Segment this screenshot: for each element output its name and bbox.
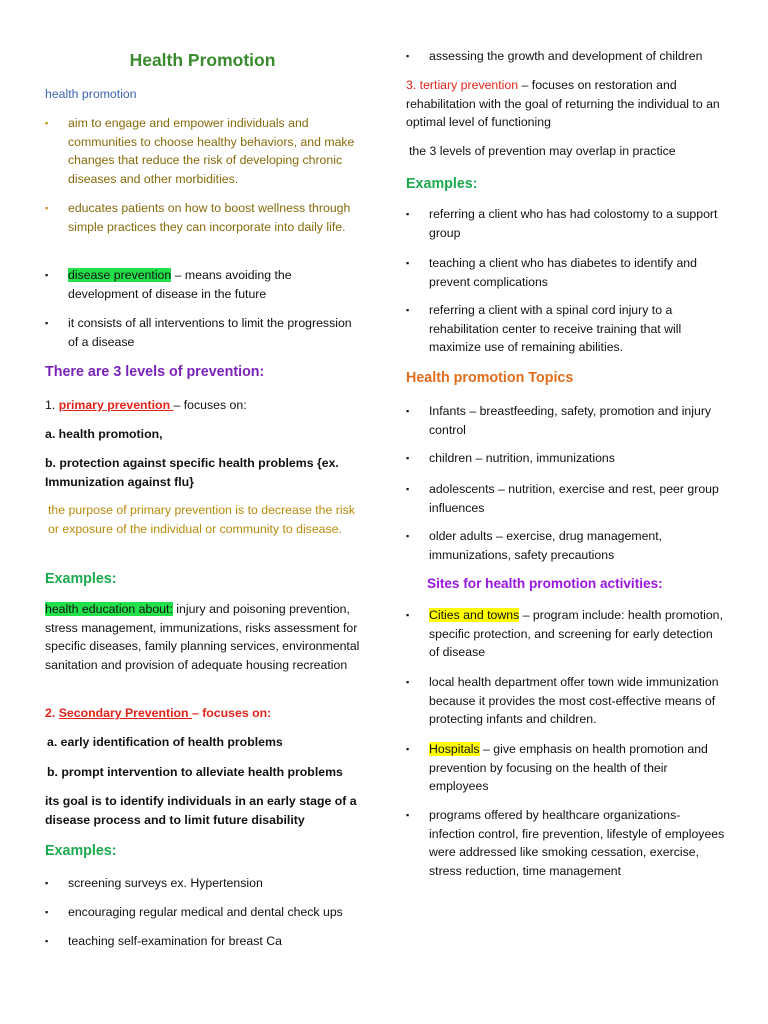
hospitals-term: Hospitals <box>429 742 480 756</box>
bullet-text: programs offered by healthcare organizations- infection control, fire prevention, lifestyle of employees were addressed like smoking cessation, exercise, stress reduction, time management <box>429 808 725 878</box>
secondary-prevention-line <box>45 704 360 723</box>
bullet-text: it consists of all interventions to limit the progression of a disease <box>68 316 352 349</box>
tertiary-prevention-rest: – focuses on restoration and rehabilitation with the goal of returning the individual to an optimal level of functioning <box>406 78 720 129</box>
health-education-paragraph <box>45 600 360 674</box>
secondary-prevention-rest: – focuses on: <box>191 706 272 720</box>
topics-heading: Health promotion Topics <box>406 370 574 386</box>
secondary-prevention-term: Secondary Prevention <box>58 706 192 720</box>
bullet-text: referring a client with a spinal cord injury to a rehabilitation center to receive training that will maximize use of remaining abilities. <box>429 303 682 354</box>
bullet-item <box>45 932 360 951</box>
bullet-item <box>45 903 360 922</box>
bullet-icon: ▪ <box>45 907 49 917</box>
bullet-icon: ▪ <box>406 51 410 61</box>
bullet-text: children – nutrition, immunizations <box>429 451 615 465</box>
bullet-icon: ▪ <box>45 878 49 888</box>
bullet-item <box>406 301 726 357</box>
bullet-icon: ▪ <box>45 936 49 946</box>
bullet-item <box>45 114 360 188</box>
page-title: Health Promotion <box>129 50 276 70</box>
bullet-icon: ▪ <box>45 118 49 128</box>
examples-heading-3: Examples: <box>406 176 478 192</box>
bullet-icon: ▪ <box>406 305 410 315</box>
bullet-text: educates patients on how to boost wellness through simple practices they can incorporate into daily life. <box>68 201 351 234</box>
primary-prevention-term: primary prevention <box>58 398 174 412</box>
bullet-text: aim to engage and empower individuals and communities to choose healthy behaviors, and make changes that reduce the risk of developing chronic diseases and other morbidities. <box>68 116 355 186</box>
bullet-icon: ▪ <box>406 209 410 219</box>
cities-term: Cities and towns <box>429 608 520 622</box>
hospitals-rest: – give emphasis on health promotion and prevention by focusing on the health of their employees <box>429 742 708 793</box>
examples-heading-2: Examples: <box>45 843 117 859</box>
secondary-b: b. prompt intervention to alleviate health problems <box>47 765 343 779</box>
subtitle-health-promotion: health promotion <box>45 87 137 101</box>
bullet-text: screening surveys ex. Hypertension <box>68 876 263 890</box>
primary-a: a. health promotion, <box>45 427 163 441</box>
bullet-text: adolescents – nutrition, exercise and rest, peer group influences <box>429 482 719 515</box>
examples-heading-1: Examples: <box>45 571 117 587</box>
bullet-text <box>406 606 726 662</box>
bullet-icon: ▪ <box>406 484 410 494</box>
bullet-item <box>406 740 726 796</box>
bullet-item <box>406 254 726 291</box>
bullet-text: teaching self-examination for breast Ca <box>68 934 282 948</box>
bullet-item <box>45 199 360 236</box>
bullet-text: assessing the growth and development of children <box>429 49 703 63</box>
secondary-a: a. early identification of health problems <box>47 735 283 749</box>
levels-heading: There are 3 levels of prevention: <box>45 364 265 380</box>
tertiary-prevention-term: 3. tertiary prevention <box>406 78 519 92</box>
bullet-item <box>406 402 726 439</box>
bullet-text: older adults – exercise, drug management, immunizations, safety precautions <box>429 529 663 562</box>
sites-heading: Sites for health promotion activities: <box>427 576 663 591</box>
cities-rest: – program include: health promotion, specific protection, and screening for early detection of disease <box>429 608 723 659</box>
bullet-item <box>406 449 726 468</box>
health-education-rest: injury and poisoning prevention, stress management, immunizations, risks assessment for specific diseases, family planning services, environmental sanitation and provision of adequate housing recreation <box>45 602 360 672</box>
bullet-item <box>45 314 360 351</box>
bullet-icon: ▪ <box>45 270 49 280</box>
bullet-text: local health department offer town wide immunization because it provides the most cost-effective means of protecting infants and children. <box>429 675 719 726</box>
primary-purpose: the purpose of primary prevention is to decrease the risk or exposure of the individual or community to disease. <box>48 503 355 536</box>
bullet-item <box>406 47 726 66</box>
disease-prevention-def: – means avoiding the development of disease in the future <box>68 268 292 301</box>
bullet-icon: ▪ <box>406 744 410 754</box>
bullet-text: Infants – breastfeeding, safety, promotion and injury control <box>429 404 712 437</box>
primary-prevention-rest: – focuses on: <box>173 398 247 412</box>
tertiary-prevention-paragraph <box>406 76 726 132</box>
bullet-text: teaching a client who has diabetes to identify and prevent complications <box>429 256 697 289</box>
secondary-goal: its goal is to identify individuals in an early stage of a disease process and to limit future disability <box>45 794 357 827</box>
bullet-text: encouraging regular medical and dental check ups <box>68 905 343 919</box>
bullet-icon: ▪ <box>406 406 410 416</box>
bullet-text: referring a client who has had colostomy to a support group <box>429 207 718 240</box>
bullet-icon: ▪ <box>406 610 410 620</box>
overlap-note: the 3 levels of prevention may overlap in practice <box>409 144 676 158</box>
bullet-text <box>45 266 360 303</box>
bullet-item <box>406 480 726 517</box>
bullet-icon: ▪ <box>45 318 49 328</box>
disease-prevention-term: disease prevention <box>68 268 172 282</box>
bullet-text <box>406 740 726 796</box>
bullet-icon: ▪ <box>406 453 410 463</box>
primary-prevention-line <box>45 396 360 415</box>
bullet-item <box>406 205 726 242</box>
bullet-item <box>406 527 726 564</box>
bullet-icon: ▪ <box>45 203 49 213</box>
health-education-term: health education about: <box>45 602 173 616</box>
secondary-number: 2. <box>45 706 59 720</box>
primary-number: 1. <box>45 398 59 412</box>
bullet-item <box>406 806 726 880</box>
bullet-icon: ▪ <box>406 810 410 820</box>
bullet-item <box>45 266 360 303</box>
bullet-icon: ▪ <box>406 531 410 541</box>
bullet-item <box>406 606 726 662</box>
bullet-icon: ▪ <box>406 258 410 268</box>
bullet-icon: ▪ <box>406 677 410 687</box>
bullet-item <box>406 673 726 729</box>
bullet-item <box>45 874 360 893</box>
primary-b: b. protection against specific health problems {ex. Immunization against flu} <box>45 456 339 489</box>
